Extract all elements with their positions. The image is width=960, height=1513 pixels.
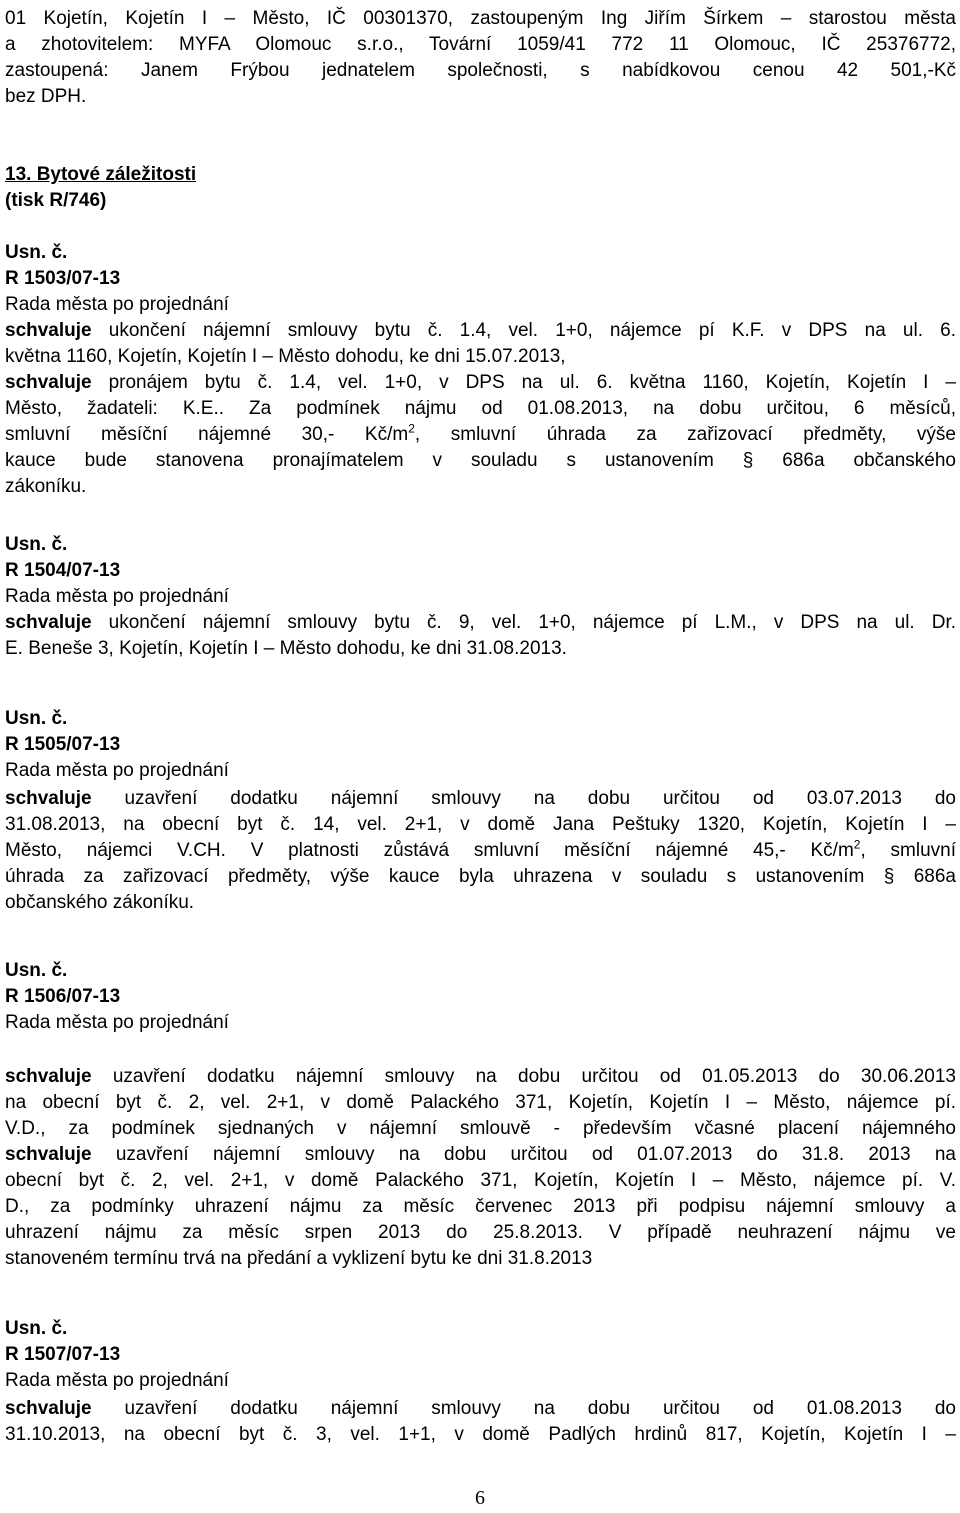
r1506-line-7: uhrazení nájmu za měsíc srpen 2013 do 25.8.2013. V případě neuhrazení nájmu ve: [5, 1222, 956, 1243]
section-heading-text: 13. Bytové záležitosti: [5, 164, 197, 185]
approves-keyword: schvaluje: [5, 1144, 92, 1165]
r1506-line-5: obecní byt č. 2, vel. 2+1, v domě Palackého 371, Kojetín, Kojetín I – Město, nájemce pí. V.: [5, 1170, 956, 1191]
r1505-line-3: Město, nájemci V.CH. V platnosti zůstává smluvní měsíční nájemné 45,- $Kč/m^2$, smluvní: [5, 837, 956, 861]
resolution-number: R 1506/07-13: [5, 986, 121, 1007]
council-text: Rada města po projednání: [5, 760, 229, 781]
r1507-line-1: schvaluje uzavření dodatku nájemní smlouvy na dobu určitou od 01.08.2013 do: [5, 1398, 956, 1419]
approves-keyword: schvaluje: [5, 788, 92, 809]
r1507-line-2: 31.10.2013, na obecní byt č. 3, vel. 1+1, v domě Padlých hrdinů 817, Kojetín, Kojetín I –: [5, 1424, 956, 1445]
resolution-number: R 1503/07-13: [5, 268, 121, 289]
usn-label: Usn. č.: [5, 1318, 68, 1339]
r1505-line-2: 31.08.2013, na obecní byt č. 14, vel. 2+1, v domě Jana Peštuky 1320, Kojetín, Kojetín I –: [5, 814, 956, 835]
r1505-line-5: občanského zákoníku.: [5, 892, 195, 913]
r1505-line-1: schvaluje uzavření dodatku nájemní smlouvy na dobu určitou od 03.07.2013 do: [5, 788, 956, 809]
r1506-line-4: schvaluje uzavření nájemní smlouvy na dobu určitou od 01.07.2013 do 31.8. 2013 na: [5, 1144, 956, 1165]
r1505-line-4: úhrada za zařizovací předměty, výše kauce byla uhrazena v souladu s ustanovením § 686a: [5, 866, 956, 887]
approves-keyword: schvaluje: [5, 320, 92, 341]
resolution-number: R 1505/07-13: [5, 734, 121, 755]
intro-line-4: bez DPH.: [5, 86, 87, 107]
r1503-line-6: kauce bude stanovena pronajímatelem v souladu s ustanovením § 686a občanského: [5, 450, 956, 471]
page-number: 6: [475, 1487, 485, 1509]
approves-keyword: schvaluje: [5, 372, 92, 393]
section-tisk: (tisk R/746): [5, 190, 107, 211]
resolution-number: R 1507/07-13: [5, 1344, 121, 1365]
intro-line-2: [5, 32, 956, 58]
r1504-line-2: E. Beneše 3, Kojetín, Kojetín I – Město dohodu, ke dni 31.08.2013.: [5, 638, 567, 659]
r1506-line-8: stanoveném termínu trvá na předání a vyklizení bytu ke dni 31.8.2013: [5, 1248, 593, 1269]
section-heading: [5, 162, 956, 188]
usn-label: Usn. č.: [5, 534, 68, 555]
approves-keyword: schvaluje: [5, 612, 92, 633]
approves-keyword: schvaluje: [5, 1398, 92, 1419]
usn-label: Usn. č.: [5, 960, 68, 981]
council-text: Rada města po projednání: [5, 294, 229, 315]
r1503-line-4: Město, žadateli: K.E.. Za podmínek nájmu od 01.08.2013, na dobu určitou, 6 měsíců,: [5, 398, 956, 419]
r1506-line-1: schvaluje uzavření dodatku nájemní smlouvy na dobu určitou od 01.05.2013 do 30.06.2013: [5, 1066, 956, 1087]
r1503-line-5: smluvní měsíční nájemné 30,- $Kč/m^2$, smluvní úhrada za zařizovací předměty, výše: [5, 421, 956, 445]
r1506-line-2: na obecní byt č. 2, vel. 2+1, v domě Palackého 371, Kojetín, Kojetín I – Město, nájemce pí.: [5, 1092, 956, 1113]
r1503-line-2: května 1160, Kojetín, Kojetín I – Město dohodu, ke dni 15.07.2013,: [5, 346, 566, 367]
intro-line-1: 01 Kojetín, Kojetín I – Město, IČ 00301370, zastoupeným Ing Jiřím Šírkem – starostou města: [5, 8, 956, 29]
resolution-number: R 1504/07-13: [5, 560, 121, 581]
usn-label: Usn. č.: [5, 708, 68, 729]
council-text: Rada města po projednání: [5, 586, 229, 607]
council-text: Rada města po projednání: [5, 1370, 229, 1391]
contractor-link[interactable]: a zhotovitelem: MYFA Olomouc s.r.o.: [5, 34, 399, 55]
intro-line-2-rest: , Tovární 1059/41 772 11 Olomouc, IČ 25376772,: [398, 34, 956, 55]
council-text: Rada města po projednání: [5, 1012, 229, 1033]
r1504-line-1: schvaluje ukončení nájemní smlouvy bytu č. 9, vel. 1+0, nájemce pí L.M., v DPS na ul. Dr.: [5, 612, 956, 633]
r1503-line-7: zákoníku.: [5, 476, 87, 497]
approves-keyword: schvaluje: [5, 1066, 92, 1087]
usn-label: Usn. č.: [5, 242, 68, 263]
r1503-line-1: schvaluje ukončení nájemní smlouvy bytu č. 1.4, vel. 1+0, nájemce pí K.F. v DPS na ul. 6.: [5, 320, 956, 341]
r1506-line-3: V.D., za podmínek sjednaných v nájemní smlouvě - především včasné placení nájemného: [5, 1118, 956, 1139]
r1503-line-3: schvaluje pronájem bytu č. 1.4, vel. 1+0, v DPS na ul. 6. května 1160, Kojetín, Kojetín I –: [5, 372, 956, 393]
r1506-line-6: D., za podmínky uhrazení nájmu za měsíc červenec 2013 při podpisu nájemní smlouvy a: [5, 1196, 956, 1217]
intro-line-3: zastoupená: Janem Frýbou jednatelem společnosti, s nabídkovou cenou 42 501,-Kč: [5, 60, 956, 81]
